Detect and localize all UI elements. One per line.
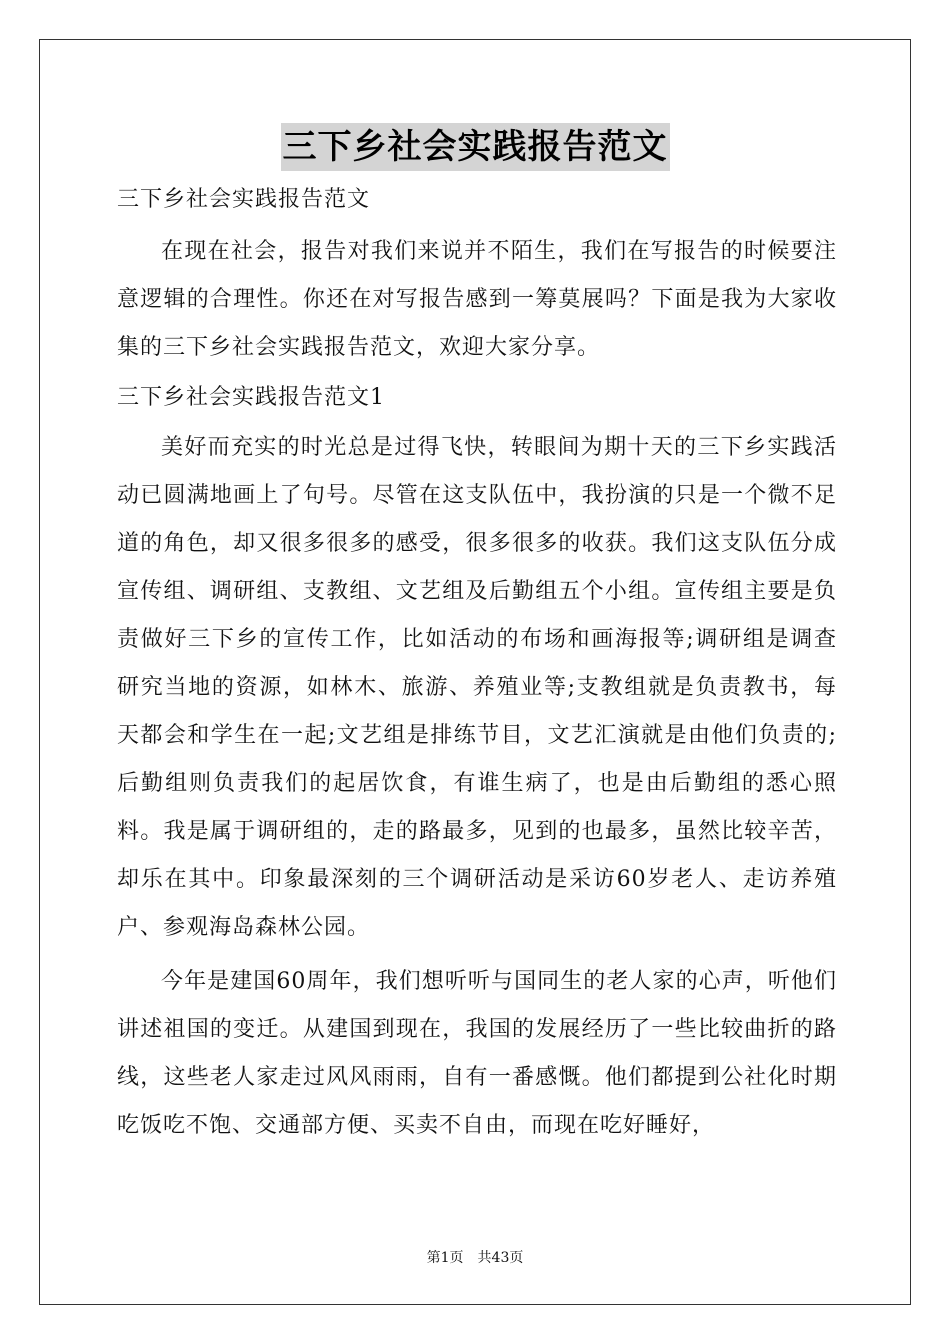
intro-paragraph: 在现在社会，报告对我们来说并不陌生，我们在写报告的时候要注意逻辑的合理性。你还在对写报告感到一筹莫展吗？下面是我为大家收集的三下乡社会实践报告范文，欢迎大家分享。 [117, 239, 837, 360]
page-footer [0, 1247, 950, 1267]
title-container [0, 123, 950, 171]
document-subtitle: 三下乡社会实践报告范文 [117, 187, 371, 212]
page-total: 共43页 [477, 1250, 524, 1266]
section-heading: 三下乡社会实践报告范文1 [117, 385, 385, 410]
document-title: 三下乡社会实践报告范文 [281, 123, 670, 171]
document-body [117, 178, 837, 1150]
body-paragraph-1: 美好而充实的时光总是过得飞快，转眼间为期十天的三下乡实践活动已圆满地画上了句号。尽管在这支队伍中，我扮演的只是一个微不足道的角色，却又很多很多的感受，很多很多的收获。我们这支队伍分成宣传组、调研组、支教组、文艺组及后勤组五个小组。宣传组主要是负责做好三下乡的宣传工作，比如活动的布场和画海报等;调研组是调查研究当地的资源，如林木、旅游、养殖业等;支教组就是负责教书，每天都会和学生在一起;文艺组是排练节目，文艺汇演就是由他们负责的;后勤组则负责我们的起居饮食，有谁生病了，也是由后勤组的悉心照料。我是属于调研组的，走的路最多，见到的也最多，虽然比较辛苦，却乐在其中。印象最深刻的三个调研活动是采访60岁老人、走访养殖户、参观海岛森林公园。 [117, 435, 837, 940]
page-number: 第1页 [426, 1250, 464, 1266]
body-paragraph-2: 今年是建国60周年，我们想听听与国同生的老人家的心声，听他们讲述祖国的变迁。从建国到现在，我国的发展经历了一些比较曲折的路线，这些老人家走过风风雨雨，自有一番感慨。他们都提到公社化时期吃饭吃不饱、交通部方便、买卖不自由，而现在吃好睡好， [117, 969, 837, 1138]
